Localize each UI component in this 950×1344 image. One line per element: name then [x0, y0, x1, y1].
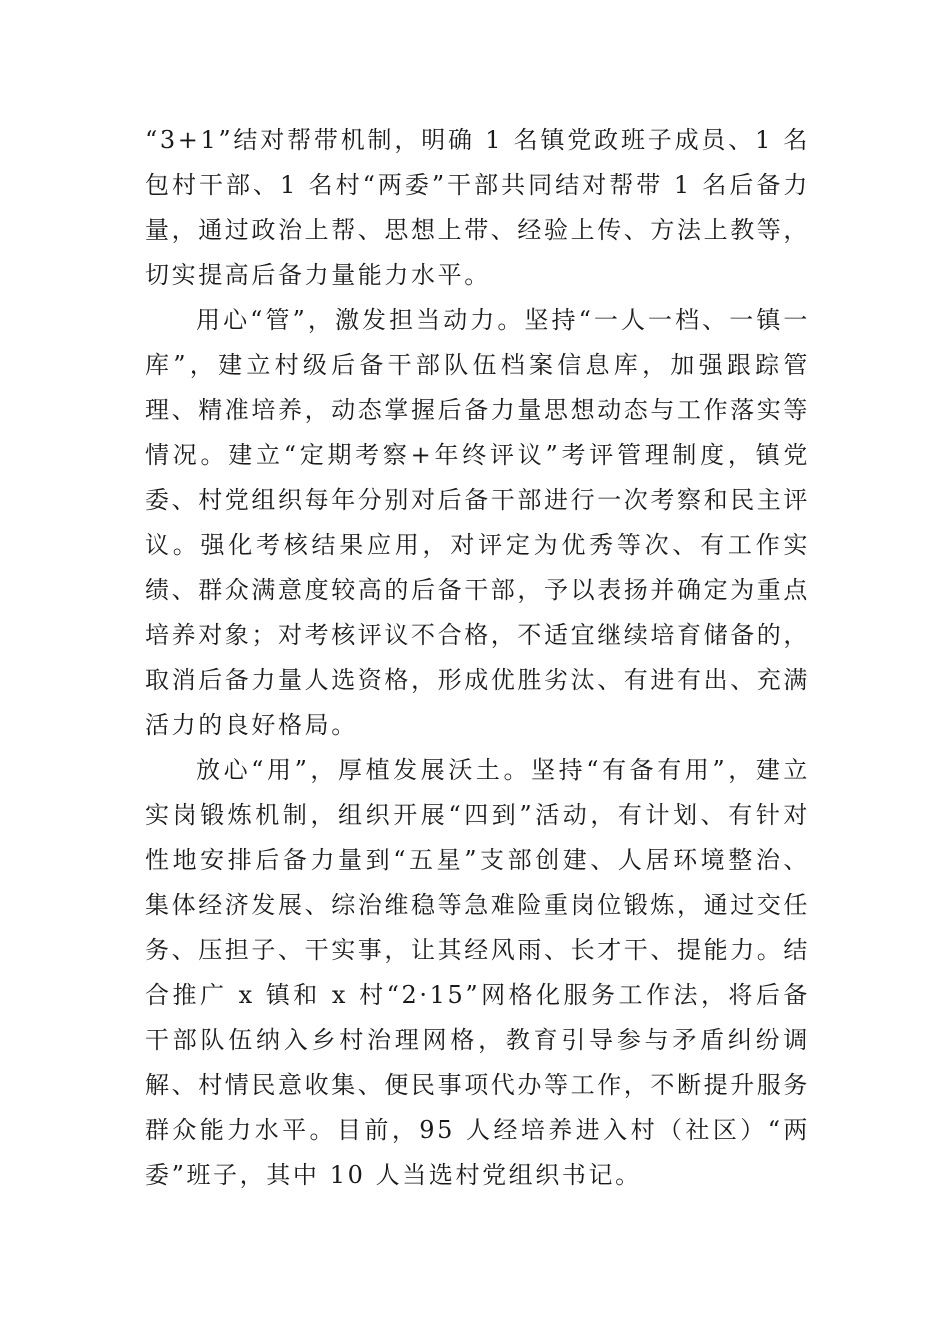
- document-body: [145, 118, 810, 1198]
- paragraph-continuation: “3+1”结对帮带机制，明确 1 名镇党政班子成员、1 名包村干部、1 名村“两委”干部共同结对帮带 1 名后备力量，通过政治上帮、思想上带、经验上传、方法上教等，切实提高后备力量能力水平。: [145, 126, 810, 289]
- paragraph-utilization: 放心“用”，厚植发展沃土。坚持“有备有用”，建立实岗锻炼机制，组织开展“四到”活动，有计划、有针对性地安排后备力量到“五星”支部创建、人居环境整治、集体经济发展、综治维稳等急难险重岗位锻炼，通过交任务、压担子、干实事，让其经风雨、长才干、提能力。结合推广 x 镇和 x 村“2·15”网格化服务工作法，将后备干部队伍纳入乡村治理网格，教育引导参与矛盾纠纷调解、村情民意收集、便民事项代办等工作，不断提升服务群众能力水平。目前，95 人经培养进入村（社区）“两委”班子，其中 10 人当选村党组织书记。: [145, 756, 810, 1189]
- paragraph-management: 用心“管”，激发担当动力。坚持“一人一档、一镇一库”，建立村级后备干部队伍档案信息库，加强跟踪管理、精准培养，动态掌握后备力量思想动态与工作落实等情况。建立“定期考察+年终评议”考评管理制度，镇党委、村党组织每年分别对后备干部进行一次考察和民主评议。强化考核结果应用，对评定为优秀等次、有工作实绩、群众满意度较高的后备干部，予以表扬并确定为重点培养对象；对考核评议不合格，不适宜继续培育储备的，取消后备力量人选资格，形成优胜劣汰、有进有出、充满活力的良好格局。: [145, 306, 810, 739]
